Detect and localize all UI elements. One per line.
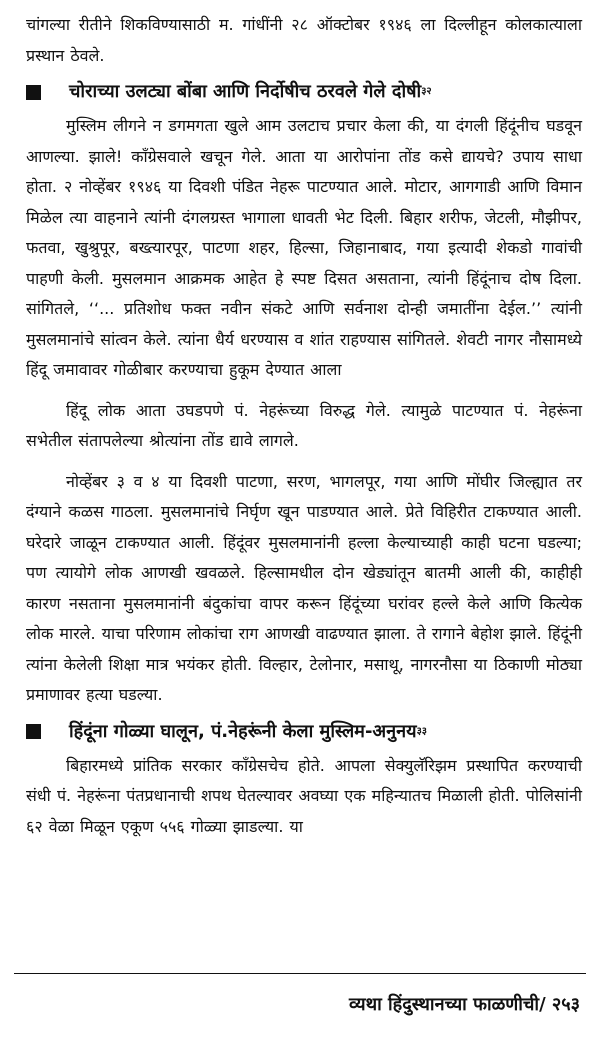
- footnote-ref-33: ३३: [416, 725, 427, 737]
- intro-paragraph: चांगल्या रीतीने शिकविण्यासाठी म. गांधींनी २८ ऑक्टोबर १९४६ ला दिल्लीहून कोलकात्याला प्रस्थान ठेवले.: [26, 15, 582, 65]
- section-heading-2-text: हिंदूंना गोळ्या घालून, पं.नेहरूंनी केला मुस्लिम-अनुनय: [69, 720, 417, 742]
- book-title: व्यथा हिंदुस्थानच्या फाळणीची: [348, 994, 540, 1015]
- square-bullet-icon: [26, 85, 41, 100]
- page-body: [26, 10, 582, 842]
- footer-divider: [14, 973, 586, 974]
- paragraph: बिहारमध्ये प्रांतिक सरकार काँग्रेसचेच होते. आपला सेक्युलॅरिझम प्रस्थापित करण्याची संधी पं. नेहरूंना पंतप्रधानाची शपथ घेतल्यावर अवघ्या एक महिन्यातच मिळाली होती. पोलिसांनी ६२ वेळा मिळून एकूण ५५६ गोळ्या झाडल्या. या: [26, 755, 582, 836]
- page-footer: व्यथा हिंदुस्थानच्या फाळणीची/ २५३: [348, 994, 580, 1015]
- paragraph: हिंदू लोक आता उघडपणे पं. नेहरूंच्या विरुद्ध गेले. त्यामुळे पाटण्यात पं. नेहरूंना सभेतील संतापलेल्या श्रोत्यांना तोंड द्यावे लागले.: [26, 400, 582, 450]
- paragraph: मुस्लिम लीगने न डगमगता खुले आम उलटाच प्रचार केला की, या दंगली हिंदूंनीच घडवून आणल्या. झाले! काँग्रेसवाले खचून गेले. आता या आरोपांना तोंड कसे द्यायचे? उपाय साधा होता. २ नोव्हेंबर १९४६ या दिवशी पंडित नेहरू पाटण्यात आले. मोटार, आगगाडी आणि विमान मिळेल त्या वाहनाने त्यांनी दंगलग्रस्त भागाला धावती भेट दिली. बिहार शरीफ, जेटली, मौझीपर, फतवा, खुश्रुपूर, बख्त्यारपूर, पाटणा शहर, हिल्सा, जिहानाबाद, गया इत्यादी शेकडो गावांची पाहणी केली. मुसलमान आक्रमक आहेत हे स्पष्ट दिसत असताना, त्यांनी हिंदूंनाच दोष दिला. सांगितले, ‘‘... प्रतिशोध फक्त नवीन संकटे आणि सर्वनाश दोन्ही जमातींना देईल.’’ त्यांनी मुसलमानांचे सांत्वन केले. त्यांना धैर्य धरण्यास व शांत राहण्यास सांगितले. शेवटी नागर नौसामध्ये हिंदू जमावावर गोळीबार करण्याचा हुकूम देण्यात आला: [26, 116, 582, 379]
- section-heading-1-text: चोराच्या उलट्या बोंबा आणि निर्दोषीच ठरवले गेले दोषी: [69, 81, 422, 102]
- section-heading-2: [26, 717, 582, 747]
- square-bullet-icon: [26, 724, 41, 739]
- section-heading-1: [26, 77, 582, 107]
- footnote-ref-32: ३२: [421, 86, 432, 97]
- paragraph: नोव्हेंबर ३ व ४ या दिवशी पाटणा, सरण, भागलपूर, गया आणि मोंघीर जिल्ह्यात तर दंग्याने कळस गाठला. मुसलमानांचे निर्घृण खून पाडण्यात आले. प्रेते विहिरीत टाकण्यात आली. घरेदारे जाळून टाकण्यात आली. हिंदूंवर मुसलमानांनी हल्ला केल्याच्याही काही घटना घडल्या; पण त्यायोगे लोक आणखी खवळले. हिल्सामधील दोन खेड्यांतून बातमी आली की, काहीही कारण नसताना मुसलमानांनी बंदुकांचा वापर करून हिंदूंच्या घरांवर हल्ले केले आणि कित्येक लोक मारले. याचा परिणाम लोकांचा राग आणखी वाढण्यात झाला. ते रागाने बेहोश झाले. हिंदूंनी त्यांना केलेली शिक्षा मात्र भयंकर होती. विल्हार, टेलोनार, मसाथू, नागरनौसा या ठिकाणी मोठ्या प्रमाणावर हत्या घडल्या.: [26, 471, 582, 704]
- page-number: २५३: [551, 994, 580, 1015]
